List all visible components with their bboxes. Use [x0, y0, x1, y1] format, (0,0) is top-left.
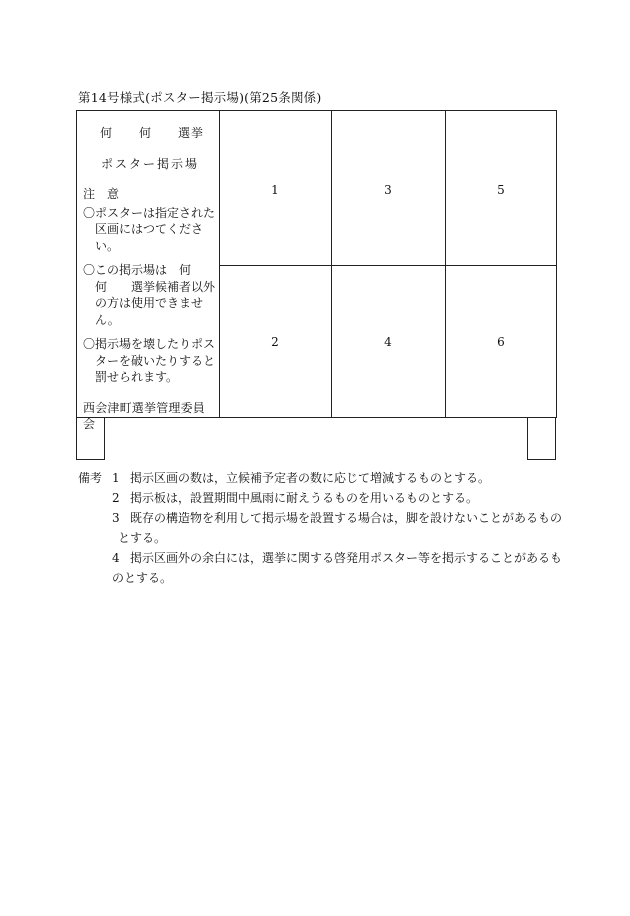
- committee-name: 西会津町選挙管理委員会: [83, 400, 206, 431]
- board-divider: [445, 111, 446, 417]
- remark-item: 3 既存の構造物を利用して掲示場を設置する場合は，脚を設けないことがあるもの とする。: [112, 511, 563, 545]
- notice-panel: [83, 125, 217, 433]
- board-divider: [219, 111, 220, 417]
- remark-item: 1 掲示区画の数は，立候補予定者の数に応じて増減するものとする。: [112, 471, 491, 485]
- caution-item: 〇掲示場を壊したりポス ターを破いたりすると罰せられます。: [83, 337, 216, 384]
- caution-item: 〇ポスターは指定された 区画にはつてください。: [83, 205, 216, 253]
- board-divider: [331, 111, 332, 417]
- section-number: 3: [384, 183, 392, 197]
- caution-item: 〇この掲示場は 何 何 選挙候補者以外の方は使用できません。: [83, 263, 216, 327]
- section-number: 1: [271, 183, 279, 197]
- section-number: 4: [384, 335, 392, 349]
- form-title: 第14号様式(ポスター掲示場)(第25条関係): [78, 90, 322, 105]
- section-number: 5: [497, 183, 505, 197]
- caution-heading: 注 意: [83, 187, 120, 201]
- section-number: 2: [271, 335, 279, 349]
- board-leg-right: [527, 417, 556, 460]
- remarks-label: 備考: [78, 471, 103, 485]
- remark-item: 2 掲示板は，設置期間中風雨に耐えうるものを用いるものとする。: [112, 491, 479, 505]
- poster-board: [76, 110, 557, 431]
- remarks: [78, 468, 563, 588]
- board-leg-left: [76, 417, 105, 460]
- board-divider: [219, 265, 556, 266]
- section-number: 6: [497, 335, 505, 349]
- remark-item: 4 掲示区画外の余白には，選挙に関する啓発用ポスター等を掲示することがあるも のとする。: [112, 551, 563, 585]
- board-name: ポスター掲示場: [100, 156, 199, 171]
- election-name: 何 何 選挙: [99, 126, 204, 140]
